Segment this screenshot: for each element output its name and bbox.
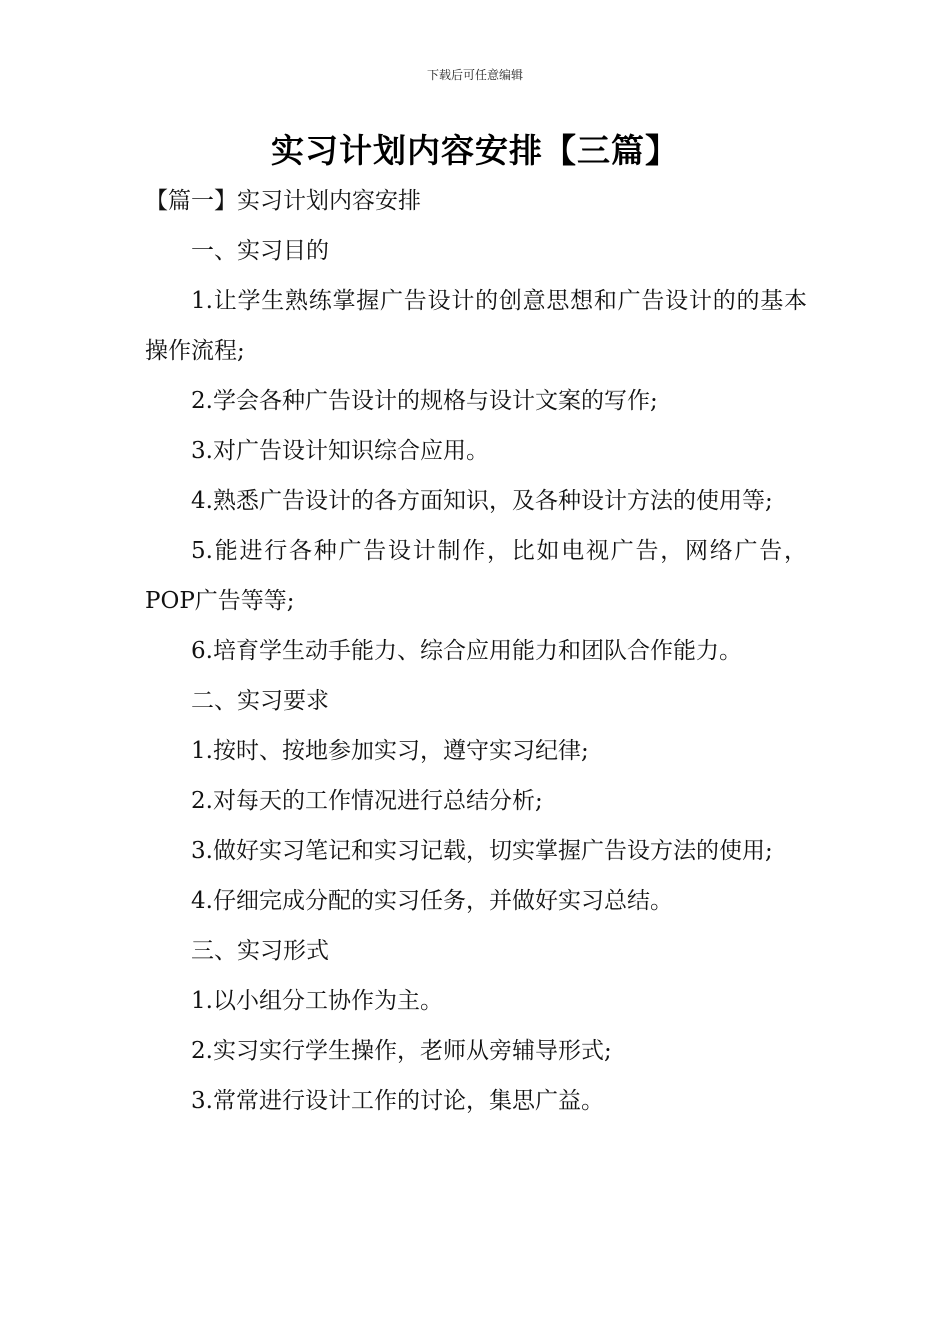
paragraph: 6.培育学生动手能力、综合应用能力和团队合作能力。 — [191, 638, 742, 664]
paragraph: 1.让学生熟练掌握广告设计的创意思想和广告设计的的基本操作流程; — [145, 288, 807, 364]
paragraph: 2.实习实行学生操作，老师从旁辅导形式; — [191, 1038, 612, 1064]
paragraph: 2.对每天的工作情况进行总结分析; — [191, 788, 543, 814]
header-note: 下载后可任意编辑 — [426, 68, 523, 82]
paragraph: 【篇一】实习计划内容安排 — [145, 188, 421, 214]
paragraph: 三、实习形式 — [191, 938, 329, 964]
paragraph: 3.对广告设计知识综合应用。 — [191, 438, 489, 464]
paragraph: 一、实习目的 — [191, 238, 329, 264]
paragraph: 4.仔细完成分配的实习任务，并做好实习总结。 — [191, 888, 673, 914]
paragraph: 1.按时、按地参加实习，遵守实习纪律; — [191, 738, 589, 764]
paragraph: 1.以小组分工协作为主。 — [191, 988, 443, 1014]
paragraph: 2.学会各种广告设计的规格与设计文案的写作; — [191, 388, 658, 414]
document-body — [145, 176, 807, 1126]
paragraph: 4.熟悉广告设计的各方面知识，及各种设计方法的使用等; — [191, 488, 773, 514]
document-title: 实习计划内容安排【三篇】 — [271, 131, 679, 170]
paragraph: 3.常常进行设计工作的讨论，集思广益。 — [191, 1088, 604, 1114]
paragraph: 二、实习要求 — [191, 688, 329, 714]
paragraph: 5.能进行各种广告设计制作，比如电视广告，网络广告，POP广告等等; — [145, 538, 807, 614]
paragraph: 3.做好实习笔记和实习记载，切实掌握广告设方法的使用; — [191, 838, 773, 864]
